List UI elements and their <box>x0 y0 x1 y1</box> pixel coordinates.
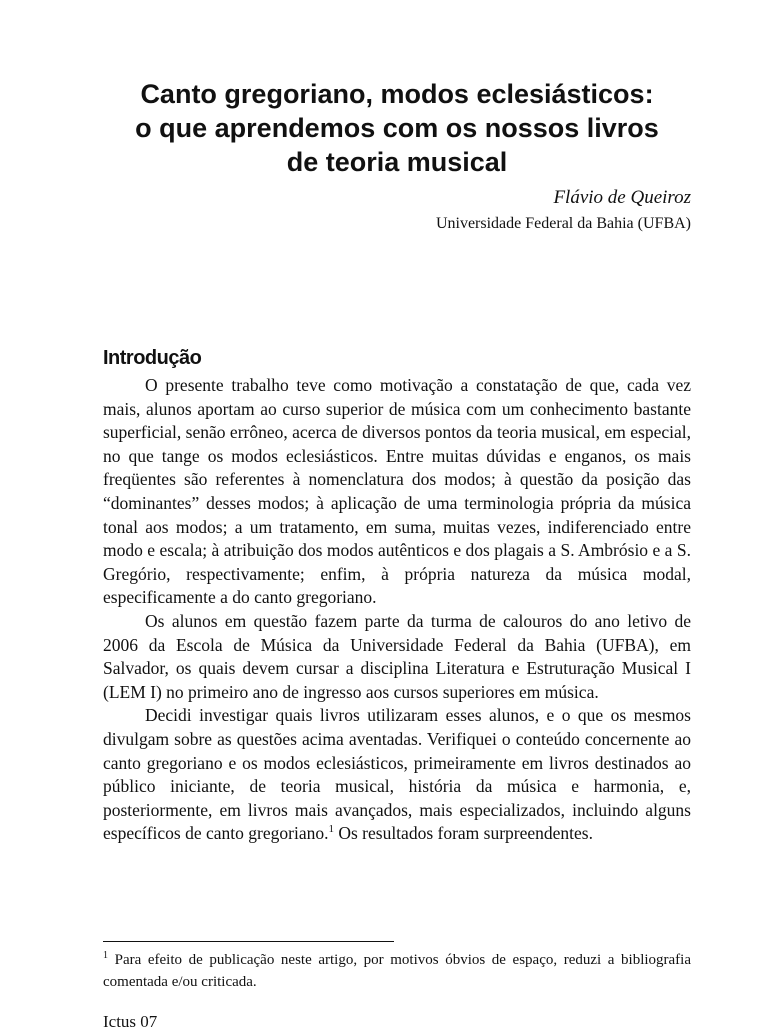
paragraph: Os alunos em questão fazem parte da turma de calouros do ano letivo de 2006 da Escola de Música da Universidade Federal da Bahia (UFBA), em Salvador, os quais devem cursar a disciplina Literatura e Estruturação Musical I (LEM I) no primeiro ano de ingresso aos cursos superiores em música. <box>103 610 691 702</box>
footnote <box>103 949 691 993</box>
author-name: Flávio de Queiroz <box>553 187 691 208</box>
footnote-text: Para efeito de publicação neste artigo, por motivos óbvios de espaço, reduzi a bibliografia comentada e/ou criticada. <box>103 952 692 990</box>
footnote-reference: 1 <box>328 823 334 836</box>
running-footer: Ictus 07 <box>103 1012 158 1031</box>
article-title <box>103 77 691 179</box>
author-affiliation: Universidade Federal da Bahia (UFBA) <box>435 215 691 232</box>
title-line: Canto gregoriano, modos eclesiásticos: <box>140 79 654 109</box>
title-line: o que aprendemos com os nossos livros <box>135 113 659 143</box>
paragraph <box>103 704 691 846</box>
section-body <box>103 374 691 846</box>
section-heading: Introdução <box>103 347 202 369</box>
paragraph-text: Os resultados foram surpreendentes. <box>333 823 593 844</box>
footnote-divider <box>103 941 394 942</box>
title-line: de teoria musical <box>286 147 508 177</box>
footnote-marker: 1 <box>103 950 108 961</box>
paragraph: O presente trabalho teve como motivação a constatação de que, cada vez mais, alunos aportam ao curso superior de música com um conhecimento bastante superficial, senão errôneo, acerca de diversos pontos da teoria musical, em especial, no que tange os modos eclesiásticos. Entre muitas dúvidas e enganos, os mais freqüentes são referentes à nomenclatura dos modos; à questão da posição das “dominantes” desses modos; à aplicação de uma terminologia própria da música tonal aos modos; a um tratamento, em suma, muitas vezes, indiferenciado entre modo e escala; à atribuição dos modos autênticos e dos plagais a S. Ambrósio e a S. Gregório, respectivamente; enfim, à própria natureza da música modal, especificamente a do canto gregoriano. <box>103 375 691 608</box>
paragraph-text: Decidi investigar quais livros utilizaram esses alunos, e o que os mesmos divulgam sobre as questões acima aventadas. Verifiquei o conteúdo concernente ao canto gregoriano e os modos eclesiásticos, primeiramente em livros destinados ao público iniciante, de teoria musical, história da música e harmonia, e, posteriormente, em livros mais avançados, mais especializados, incluindo alguns específicos de canto gregoriano. <box>103 705 691 844</box>
